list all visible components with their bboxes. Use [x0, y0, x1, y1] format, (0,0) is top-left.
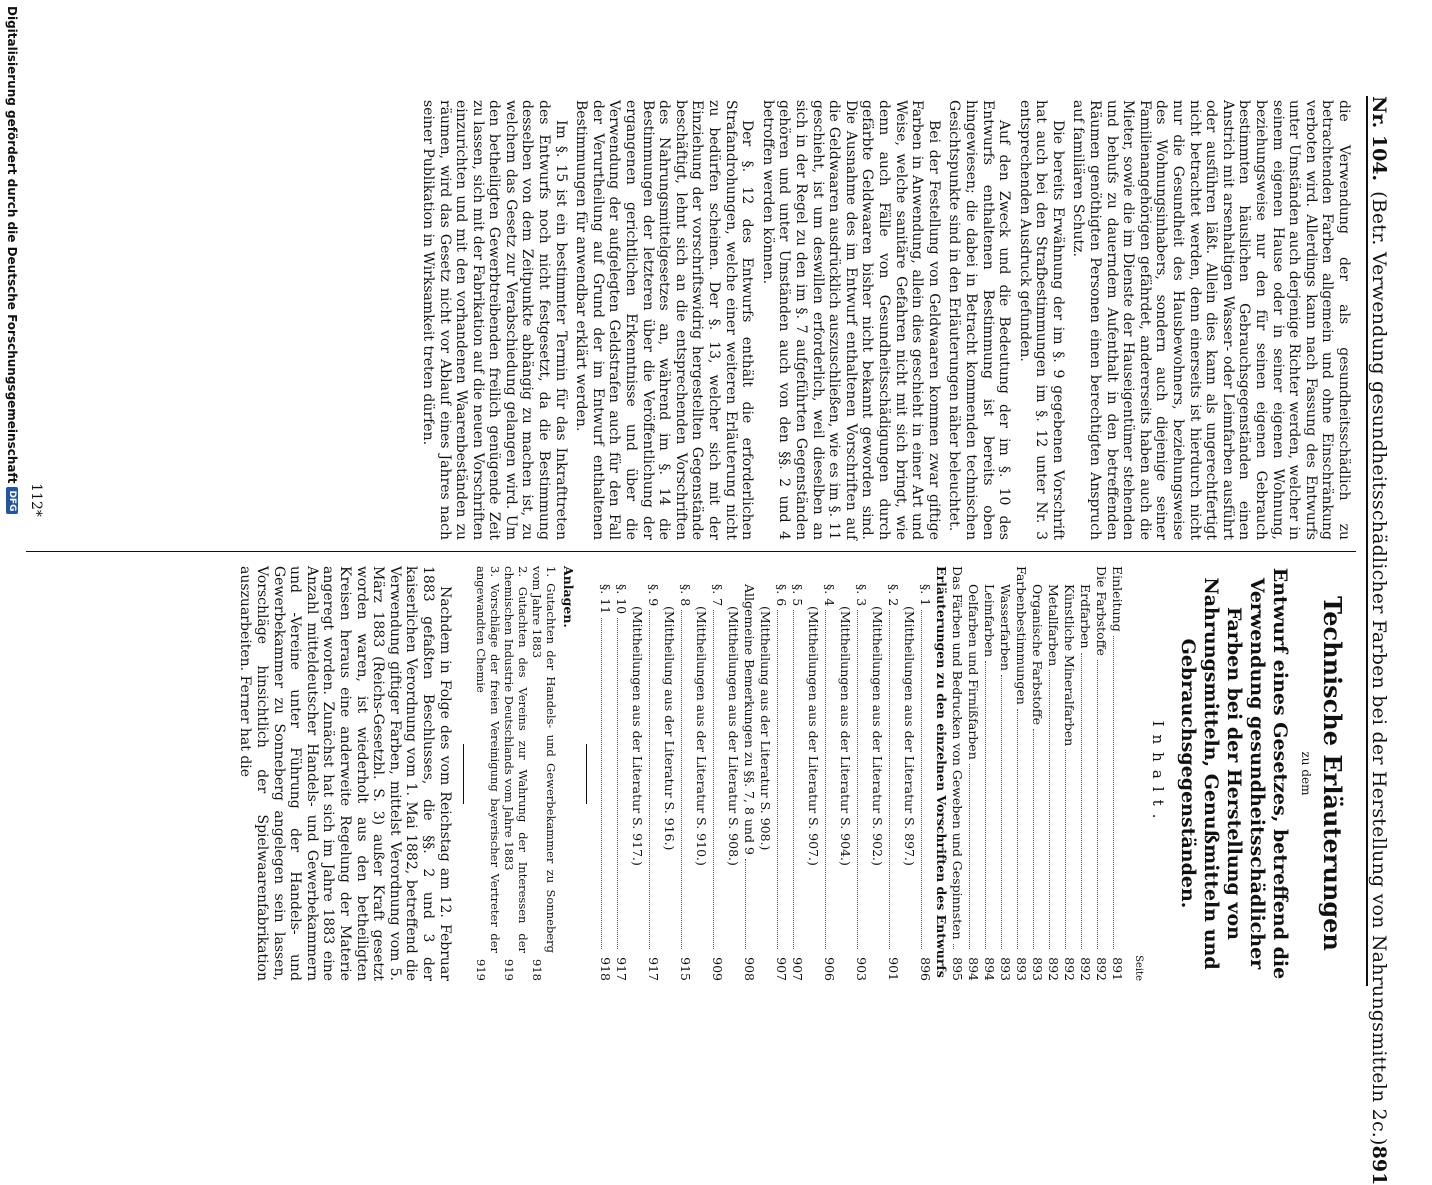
toc-label: Leimfarben [982, 584, 998, 658]
toc-label: Erläuterungen zu den einzelnen Vorschriften des Entwurfs [934, 566, 950, 978]
toc-page: 918 [598, 957, 614, 981]
appendix-label: 1. Gutachten der Handels- und Gewerbekammer zu Sonneberg vom Jahre 1883 [529, 566, 558, 953]
page-number: 891 [1368, 1145, 1390, 1185]
toc-entry [693, 566, 709, 981]
toc-label: Das Färben und Bedrucken von Geweben und Gespinnsten [950, 566, 966, 940]
body-paragraph: die Verwendung der als gesundheitsschädlich zu betrachtenden Farben allgemein und ohne Einschränkung verboten wird. Allerdings kann nach Fassung des Entwurfs unter Umständen auch derjenige Richter werden, welcher in seinem eigenen Hause oder in seiner eigenen Wohnung, beziehungsweise nur den für seinen eigenen Gebrauch bestimmten häuslichen Gebrauchsgegenständen einen Anstrich mit arsenhaltigen Wasser- oder Leimfarben ausführt oder ausführen läßt. Allein dies kann als ungerechtfertigt nicht betrachtet werden, denn einerseits ist hierdurch nicht nur die Gesundheit des Hausbewohners, beziehungsweise des Wohnungsinhabers, sondern auch diejenige seiner Familienangehörigen gefährdet, andererseits haben auch die Mieter, sowie die im Dienste der Hauseigentümer stehenden und behufs zu dauerndem Aufenthalt in den betreffenden Räumen genöthigten Personen einen berechtigten Anspruch auf familiären Schutz. [1070, 100, 1352, 540]
toc-label: §. 9 [646, 584, 662, 607]
toc-page [629, 953, 645, 981]
toc-entry [677, 566, 693, 981]
toc-entry [901, 566, 917, 981]
toc-page [693, 953, 709, 981]
toc-label: §. 3 [854, 584, 870, 607]
toc-entry [613, 566, 629, 981]
digitization-footer [0, 0, 24, 1000]
toc-entry [997, 566, 1013, 981]
toc-entry [1045, 566, 1061, 981]
toc-label: Oelfarben und Firnißfarben [966, 584, 982, 760]
toc-page: 893 [998, 957, 1014, 981]
toc-entry [1061, 566, 1077, 981]
toc-page: 894 [966, 957, 982, 981]
separator-line [586, 744, 587, 804]
toc-entry [629, 566, 645, 981]
toc-entry [949, 566, 965, 981]
toc-label: (Mittheilungen aus der Literatur S. 902.) [870, 606, 886, 866]
zu-dem-label: zu dem [1299, 751, 1313, 796]
toc-label: Die Farbstoffe [1094, 566, 1110, 656]
toc-page: 892 [1046, 957, 1062, 981]
toc-entry [1077, 566, 1093, 981]
toc-label: Metallfarben [1046, 584, 1062, 667]
seite-label: Seite [1132, 955, 1144, 981]
toc-page: 917 [646, 957, 662, 981]
toc-label: (Mittheilungen aus der Literatur S. 904.) [838, 606, 854, 866]
toc-page: 901 [886, 957, 902, 981]
body-paragraph: Der §. 12 des Entwurfs enthält die erforderlichen Strafandrohungen, welche einer weiteren Erläuterung nicht zu bedürfen scheinen. Der §. 13, welcher sich mit der Einziehung der vorschriftswidrig hergestellten Gegenstände beschäftigt, lehnt sich an die entsprechenden Vorschriften des Nahrungsmittelgesetzes an, während im §. 14 die Bestimmungen der letzteren über die Veröffentlichung der ergangenen gerichtlichen Erkenntnisse und über die Verwendung der aufgelegten Geldstrafen auch für den Fall der Verurtheilung auf Grund der im Entwurf enthaltenen Bestimmungen für anwendbar erklärt werden. [573, 100, 756, 540]
toc-page: 907 [774, 957, 790, 981]
dfg-logo: DFG [6, 487, 18, 514]
appendix-entry [502, 566, 530, 981]
toc-entry [805, 566, 821, 981]
toc-page: 895 [950, 957, 966, 981]
body-paragraph: Die bereits Erwähnung der im §. 9 gegebenen Vorschrift hat auch bei den Strafbestimmungen im §. 12 unter Nr. 3 entsprechenden Ausdruck gefunden. [1016, 100, 1066, 540]
toc-entry [597, 566, 613, 981]
toc-page: 892 [1094, 957, 1110, 981]
toc-entry [853, 566, 869, 981]
toc-entry [885, 566, 901, 981]
digitization-credit: Digitalisierung gefördert durch die Deutsche Forschungsgemeinschaft [5, 6, 19, 484]
toc-page [869, 953, 885, 981]
toc-label: §. 1 [918, 584, 934, 607]
table-of-contents [597, 566, 1125, 981]
toc-entry [661, 566, 677, 981]
appendix-page: 919 [473, 959, 488, 981]
contents-heading: Inhalt. [1149, 720, 1168, 827]
sheet-mark: 112* [28, 483, 44, 517]
toc-page: 908 [742, 957, 758, 981]
toc-page [837, 953, 853, 981]
toc-entry [869, 566, 885, 981]
appendix-label: 3. Vorschläge der freien Vereinigung bayerischer Vertreter der angewandten Chemie [473, 566, 502, 953]
toc-label: §. 2 [886, 584, 902, 607]
toc-entry [965, 566, 981, 981]
toc-page [901, 953, 917, 981]
toc-label: Farbenbestimmungen [1014, 566, 1030, 705]
toc-page [725, 953, 741, 981]
toc-label: (Mittheilungen aus der Literatur S. 897.) [902, 606, 918, 866]
toc-label: §. 11 [598, 584, 614, 615]
toc-label: (Mittheilungen aus der Literatur S. 908.) [726, 606, 742, 866]
right-column [233, 566, 1352, 981]
toc-label: (Mittheilungen aus der Literatur S. 907.) [806, 606, 822, 866]
toc-entry [757, 566, 773, 981]
toc-page [757, 953, 773, 981]
separator-line-2 [463, 744, 464, 804]
document-number: Nr. 104. [1368, 96, 1390, 182]
toc-page: 915 [678, 957, 694, 981]
appendix-page: 919 [501, 959, 516, 981]
toc-label: (Mittheilungen aus der Literatur S. 910.) [694, 606, 710, 866]
toc-label: (Mittheilung aus der Literatur S. 908.) [758, 606, 774, 851]
toc-page: 892 [1062, 957, 1078, 981]
toc-page: 892 [1078, 957, 1094, 981]
toc-entry [725, 566, 741, 981]
body-paragraph: Im §. 15 ist ein bestimmter Termin für das Inkrafttreten des Entwurfs noch nicht festgesetzt, da die Bestimmung desselben von dem Zeitpunkte abhängig zu machen ist, zu welchem das Gesetz zur Verabschiedung gelangen wird. Um den betheiligten Gewerbtreibenden freilich genügende Zeit zu lassen, sich mit der Fabrikation auf die neuen Vorschriften einzurichten und mit den vorhandenen Waarenbeständen zu räumen, wird das Gesetz nicht vor Ablauf eines Jahres nach seiner Publikation in Wirksamkeit treten dürfen. [419, 100, 569, 540]
toc-label: (Mittheilung aus der Literatur S. 916.) [662, 606, 678, 851]
toc-label: (Mittheilungen aus der Literatur S. 917.) [630, 606, 646, 866]
toc-page [805, 953, 821, 981]
toc-label: Organische Farbstoffe [1030, 584, 1046, 726]
toc-page: 896 [918, 957, 934, 981]
section-title: Technische Erläuterungen [1318, 596, 1347, 951]
appendix-entry [530, 566, 558, 981]
section-subtitle: Entwurf eines Gesetzes, betreffend die Verwendung gesundheitsschädlicher Farben bei der Herstellung von Nahrungsmitteln, Genußmitteln und Gebrauchsgegenständen. [1177, 567, 1292, 980]
toc-label: §. 10 [614, 584, 630, 615]
toc-entry [837, 566, 853, 981]
closing-paragraph: Nachdem in Folge des vom Reichstag am 12. Februar 1883 gefaßten Beschlusses, die §§. 2 und 3 der kaiserlichen Verordnung vom 1. Mai 1882, betreffend die Verwendung giftiger Farben, mittelst Verordnung vom 5. März 1883 (Reichs-Gesetzbl. S. 3) außer Kraft gesetzt worden waren, ist wiederholt aus den betheiligten Kreisen heraus eine anderweite Regelung der Materie angeregt worden. Zunächst hat sich im Jahre 1883 eine Anzahl mitteldeutscher Handels- und Gewerbekammern und -Vereine unter Führung der Handels- und Gewerbekammer zu Sonneberg angelegen sein lassen, Vorschläge hinsichtlich der Spielwaarenfabrikation auszuarbeiten. Ferner hat die [237, 566, 453, 981]
page-header [1366, 96, 1402, 1185]
toc-entry [1013, 566, 1029, 981]
toc-label: Wasserfarben [998, 584, 1014, 671]
left-column [415, 100, 1352, 540]
toc-page: 917 [614, 957, 630, 981]
toc-page: 893 [1014, 957, 1030, 981]
toc-entry [773, 566, 789, 981]
toc-entry [1029, 566, 1045, 981]
body-paragraph: Bei der Festellung von Geldwaaren kommen zwar giftige Farben in Anwendung, allein dies geschieht in einer Art und Weise, welche sanitäre Gefahren nicht mit sich bringt, wie denn auch Fälle von Gesundheitsschädigungen durch gefärbte Geldwaaren bisher nicht bekannt geworden sind. Die Ausnahme des im Entwurf enthaltenen Vorschriften auf die Geldwaaren ausdrücklich auszuschließen, wie es im §. 11 geschieht, ist um deswillen erforderlich, weil dieselben an sich in der Regel zu den im §. 7 aufgeführten Gegenständen gehören und unter Umständen auch von den §§. 2 und 4 betroffen werden können. [759, 100, 942, 540]
toc-entry [741, 566, 757, 981]
toc-page: 894 [982, 957, 998, 981]
appendix-label: 2. Gutachten des Vereins zur Wahrung der Interessen der chemischen Industrie Deutschlands vom Jahre 1883 [501, 566, 530, 953]
toc-label: Künstliche Mineralfarben [1062, 584, 1078, 747]
toc-page: 907 [790, 957, 806, 981]
toc-page: 903 [854, 957, 870, 981]
toc-label: Allgemeine Bemerkungen zu §§. 7, 8 und 9 [742, 584, 758, 855]
toc-label: §. 5 [790, 584, 806, 607]
toc-label: §. 6 [774, 584, 790, 607]
appendix-list [474, 566, 558, 981]
toc-page: 909 [710, 957, 726, 981]
column-divider [26, 551, 1356, 552]
toc-entry [1109, 566, 1125, 981]
appendix-entry [474, 566, 502, 981]
toc-label: §. 7 [710, 584, 726, 607]
toc-label: §. 8 [678, 584, 694, 607]
body-paragraph: Auf den Zweck und die Bedeutung der im §. 10 des Entwurfs enthaltenen Bestimmung ist bereits oben hingewiesen; die dabei in Betracht kommenden technischen Gesichtspunkte sind in den Erläuterungen näher beleuchtet. [946, 100, 1013, 540]
toc-entry [821, 566, 837, 981]
toc-page: 891 [1110, 957, 1126, 981]
toc-entry [709, 566, 725, 981]
toc-page: 893 [1030, 957, 1046, 981]
header-title: (Betr. Verwendung gesundheitsschädlicher Farben bei der Herstellung von Nahrungsmitteln 2c.) [1368, 191, 1390, 1146]
toc-entry [789, 566, 805, 981]
toc-entry [933, 566, 949, 981]
toc-label: Erdfarben [1078, 584, 1094, 649]
toc-entry [917, 566, 933, 981]
toc-entry [981, 566, 997, 981]
toc-page [661, 953, 677, 981]
toc-page: 906 [822, 957, 838, 981]
toc-entry [1093, 566, 1109, 981]
toc-label: §. 4 [822, 584, 838, 607]
appendix-heading: Anlagen. [561, 566, 577, 628]
toc-label: Einleitung [1110, 566, 1126, 632]
appendix-page: 918 [529, 959, 544, 981]
toc-entry [645, 566, 661, 981]
